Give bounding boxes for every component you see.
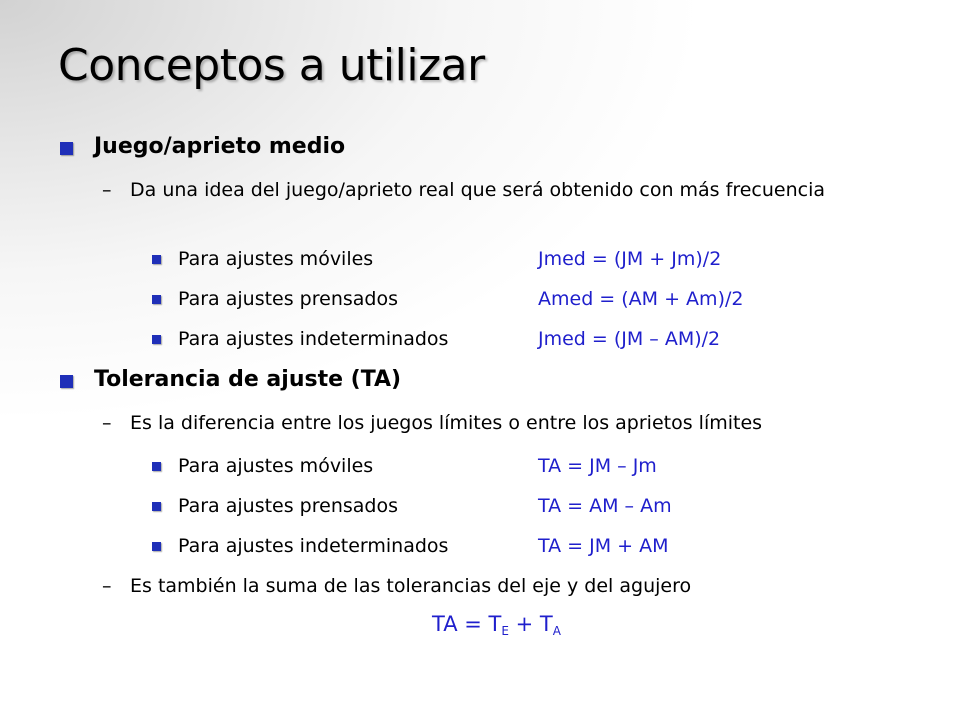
square-bullet-icon [152, 502, 161, 511]
square-bullet-icon [152, 542, 161, 551]
description-text: Es la diferencia entre los juegos límites o entre los aprietos límites [130, 412, 763, 434]
item-label: Para ajustes móviles [178, 248, 374, 270]
dash-bullet: – [102, 412, 112, 434]
square-bullet-icon [60, 142, 73, 155]
item-formula: Jmed = (JM – AM)/2 [538, 328, 721, 350]
item-label: Para ajustes prensados [178, 288, 398, 310]
final-formula [432, 612, 561, 638]
dash-bullet: – [102, 179, 112, 201]
final-formula-sub-a: A [552, 624, 561, 638]
slide-title: Conceptos a utilizar [58, 40, 485, 91]
square-bullet-icon [152, 462, 161, 471]
square-bullet-icon [60, 375, 73, 388]
item-formula: TA = AM – Am [538, 495, 672, 517]
item-formula: Amed = (AM + Am)/2 [538, 288, 744, 310]
final-formula-mid: + T [508, 612, 553, 636]
section-heading-text: Juego/aprieto medio [94, 134, 346, 159]
description-text: Da una idea del juego/aprieto real que será obtenido con más frecuencia [130, 179, 825, 201]
section-heading-text: Tolerancia de ajuste (TA) [94, 367, 402, 392]
note-text: Es también la suma de las tolerancias del eje y del agujero [130, 575, 692, 597]
item-label: Para ajustes prensados [178, 495, 398, 517]
item-formula: Jmed = (JM + Jm)/2 [538, 248, 722, 270]
final-formula-sub-e: E [501, 624, 509, 638]
item-label: Para ajustes móviles [178, 455, 374, 477]
item-label: Para ajustes indeterminados [178, 535, 449, 557]
item-formula: TA = JM – Jm [538, 455, 657, 477]
square-bullet-icon [152, 295, 161, 304]
dash-bullet: – [102, 575, 112, 597]
square-bullet-icon [152, 255, 161, 264]
square-bullet-icon [152, 335, 161, 344]
item-formula: TA = JM + AM [538, 535, 669, 557]
item-label: Para ajustes indeterminados [178, 328, 449, 350]
final-formula-lhs: TA = T [432, 612, 502, 636]
